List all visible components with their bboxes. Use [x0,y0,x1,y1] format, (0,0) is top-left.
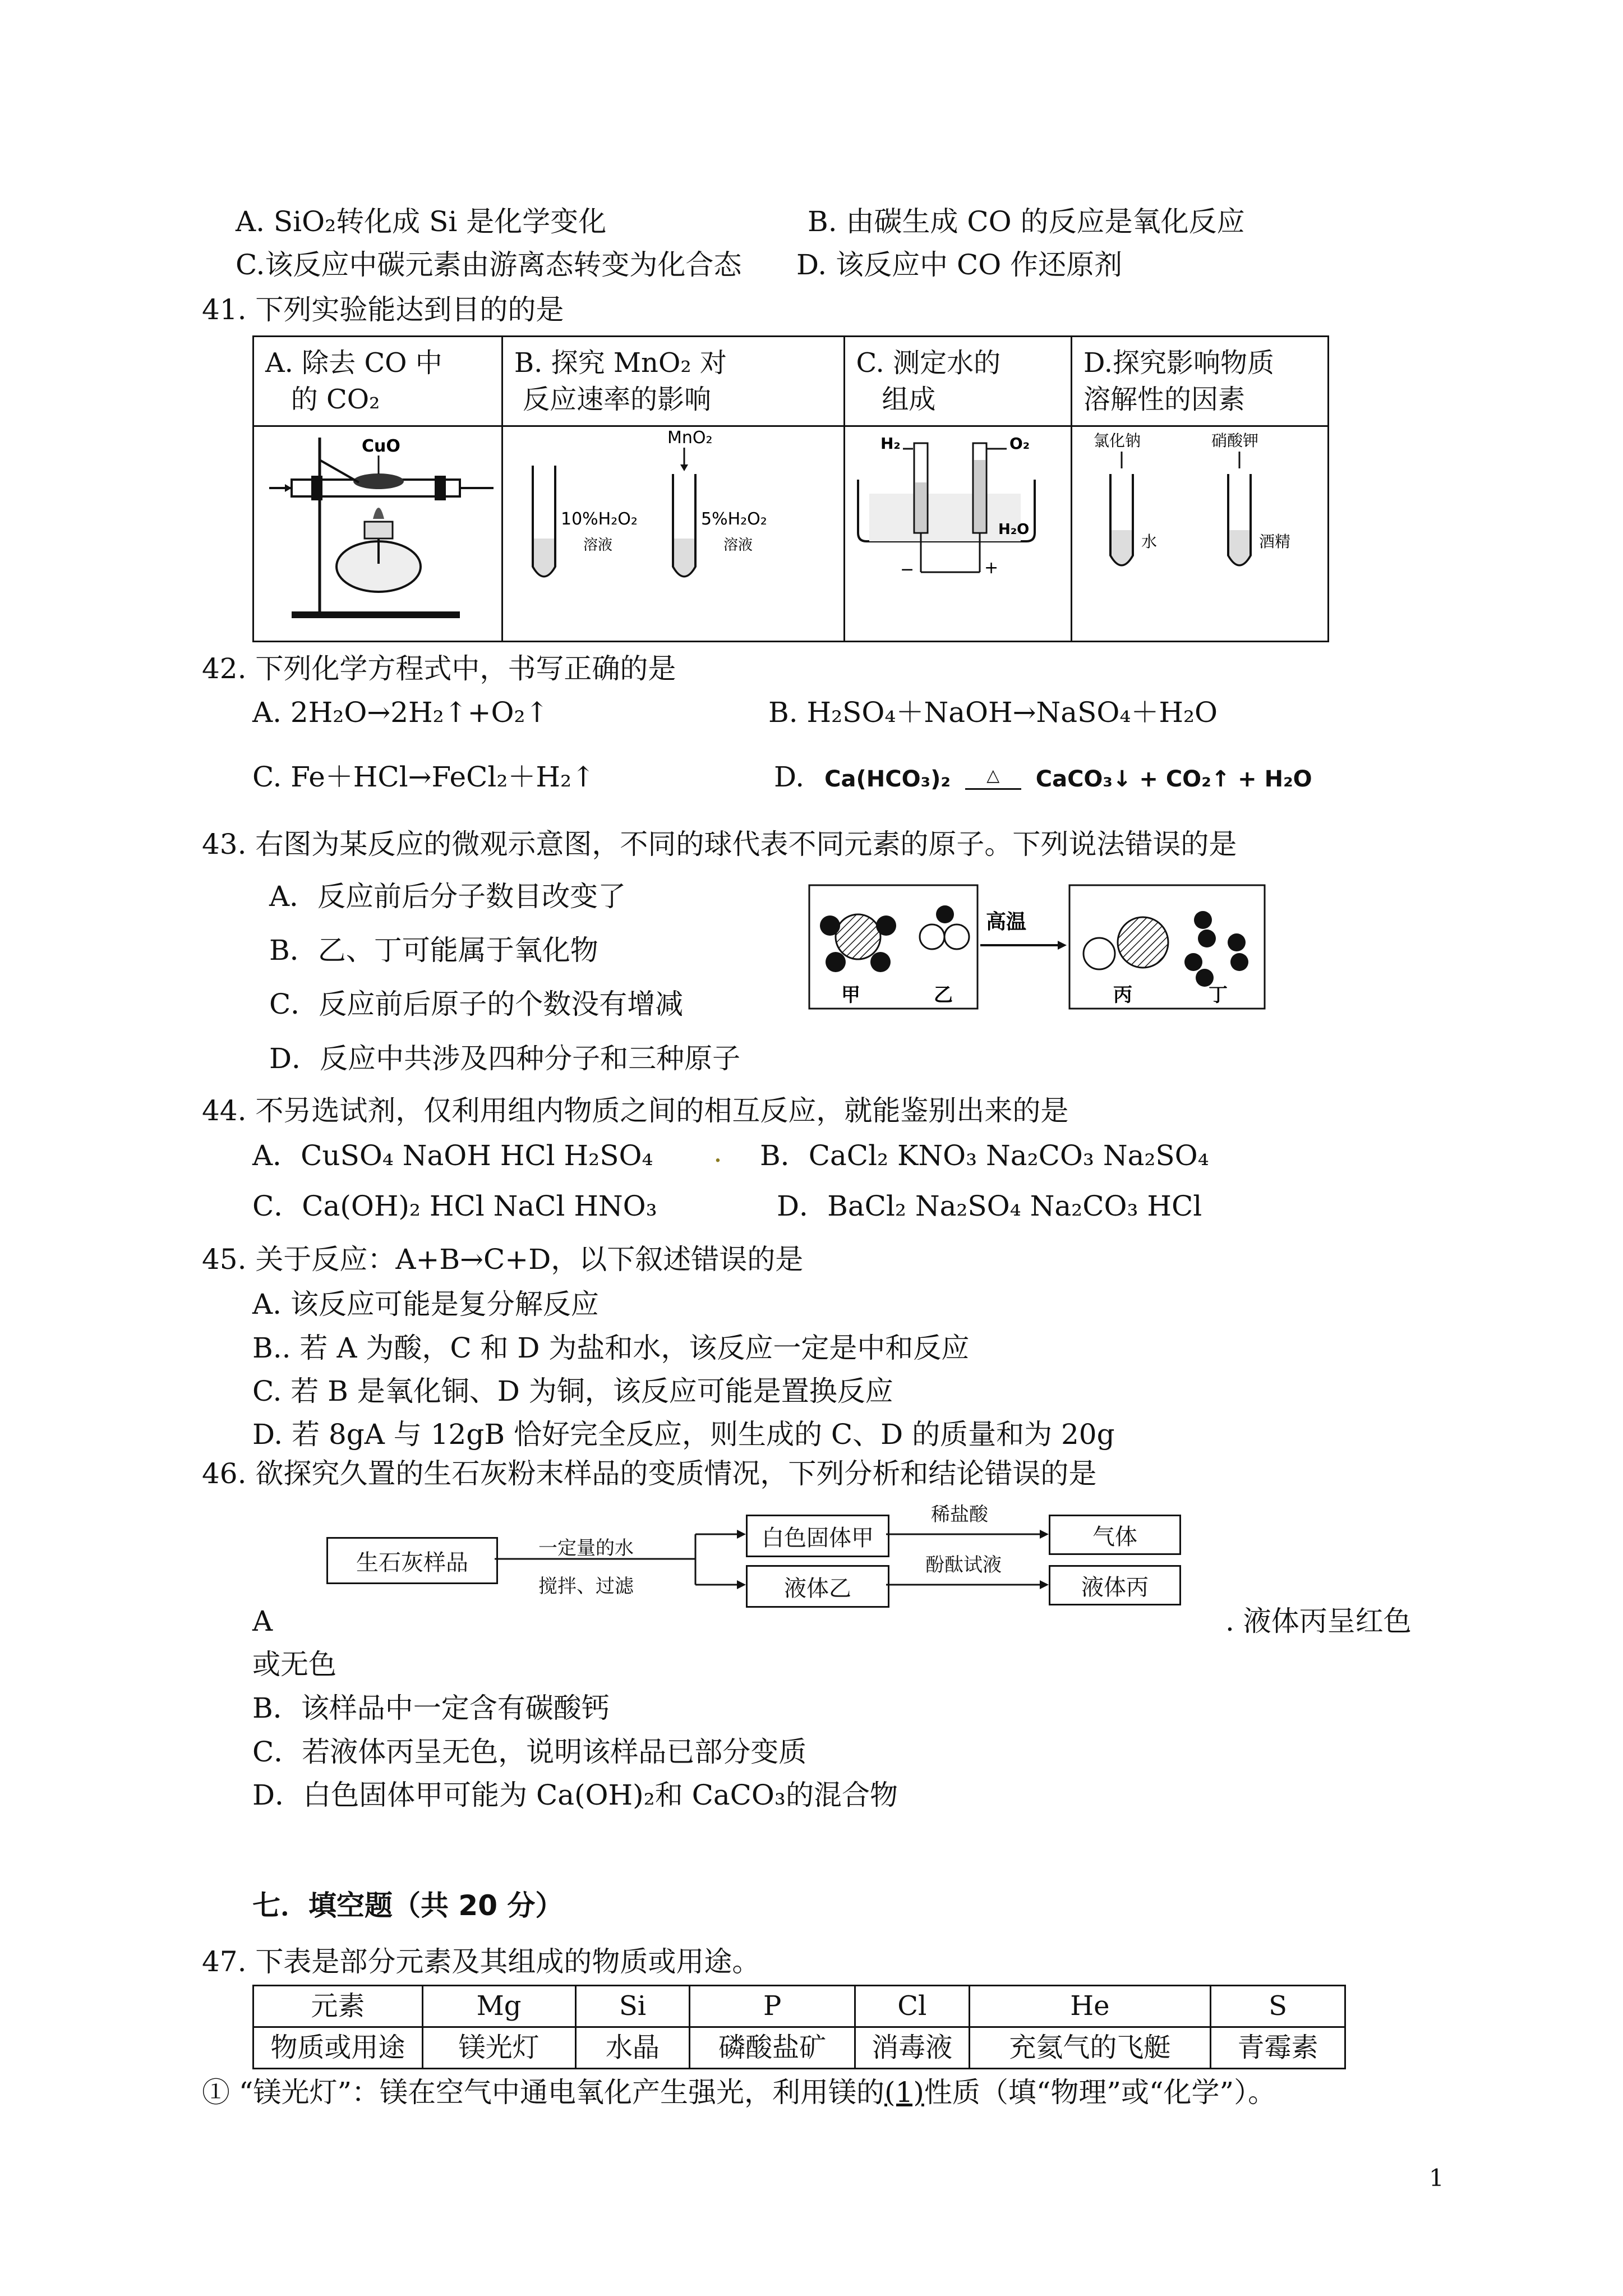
q44-option-d: D．BaCl₂ Na₂SO₄ Na₂CO₃ HCl [777,1190,1202,1222]
q40-option-c: C.该反应中碳元素由游离态转变为化合态 [236,249,742,281]
q45-option-b: B.. 若 A 为酸，C 和 D 为盐和水，该反应一定是中和反应 [252,1332,970,1364]
high-temp-label: 高温 [986,910,1027,933]
q43-option-c: C．反应前后原子的个数没有增减 [269,988,684,1020]
q45-stem: 45. 关于反应：A+B→C+D，以下叙述错误的是 [202,1243,804,1276]
solubility-tubes-figure [1082,426,1324,595]
q45-option-a: A. 该反应可能是复分解反应 [252,1288,599,1320]
o2-label: O₂ [1009,434,1030,453]
reaction-micro-diagram [808,884,1267,1013]
q40-option-b: B. 由碳生成 CO 的反应是氧化反应 [808,205,1245,238]
q44-stray-dot: . [713,1136,722,1168]
q41-stem: 41. 下列实验能达到目的的是 [202,293,564,326]
solution-label-2: 溶液 [723,537,753,554]
q42-option-c: C. Fe＋HCl→FeCl₂＋H₂↑ [252,761,595,793]
plus-label: + [984,558,999,578]
mno2-label: MnO₂ [667,428,713,448]
jia-label: 甲 [841,984,860,1006]
q46-option-a-suffix: . 液体丙呈红色 [1225,1605,1412,1637]
flow-hcl-label: 稀盐酸 [931,1503,988,1526]
q46-option-c: C．若液体丙呈无色，说明该样品已部分变质 [252,1736,807,1768]
bing-label: 丙 [1113,984,1132,1006]
q47-stem: 47. 下表是部分元素及其组成的物质或用途。 [202,1945,760,1978]
q47-blank-1[interactable]: (1) [884,2076,924,2109]
section-7-title: 七．填空题（共 20 分） [252,1889,564,1922]
flow-water-label: 一定量的水 [538,1537,634,1559]
kno3-label: 硝酸钾 [1211,431,1259,450]
q44-option-a: A．CuSO₄ NaOH HCl H₂SO₄ [252,1139,653,1172]
q42-option-b: B. H₂SO₄＋NaOH→NaSO₄＋H₂O [768,696,1218,729]
h2-label: H₂ [880,434,901,453]
alcohol-label: 酒精 [1259,532,1291,551]
solution-label-1: 溶液 [583,537,613,554]
q43-option-d: D．反应中共涉及四种分子和三种原子 [269,1042,741,1075]
q42-option-a: A. 2H₂O→2H₂↑+O₂↑ [252,696,549,729]
q44-option-c: C．Ca(OH)₂ HCl NaCl HNO₃ [252,1190,657,1222]
q44-option-b: B．CaCl₂ KNO₃ Na₂CO₃ Na₂SO₄ [760,1139,1209,1172]
mno2-test-tubes-figure [522,426,836,634]
q45-option-c: C. 若 B 是氧化铜、D 为铜，该反应可能是置换反应 [252,1375,893,1407]
water-h2o-label: H₂O [998,521,1030,538]
q43-option-b: B．乙、丁可能属于氧化物 [269,934,598,967]
q43-option-a: A．反应前后分子数目改变了 [269,880,626,913]
q43-stem: 43. 右图为某反应的微观示意图，不同的球代表不同元素的原子。下列说法错误的是 [202,828,1237,861]
yi-label: 乙 [934,984,953,1006]
q45-option-d: D. 若 8gA 与 12gB 恰好完全反应，则生成的 C、D 的质量和为 20g [252,1418,1115,1451]
cuo-label: CuO [362,436,400,456]
flow-sample-box: 生石灰样品 [326,1537,498,1584]
q47-table [252,1985,1346,2069]
flow-liquid-yi-box: 液体乙 [746,1565,889,1608]
flow-liquid-bing-box: 液体丙 [1049,1565,1181,1605]
q41-header-d: D.探究影响物质 溶解性的因素 [1071,337,1328,426]
q46-option-a-cont: 或无色 [252,1648,336,1681]
q47-row-uses: 物质或用途 镁光灯 水晶 磷酸盐矿 消毒液 充氦气的飞艇 青霉素 [253,2027,1345,2069]
h2o2-5-label: 5%H₂O₂ [701,509,767,529]
q42-d-heat-arrow: △ [960,766,1027,786]
q42-stem: 42. 下列化学方程式中，书写正确的是 [202,652,676,685]
water-label: 水 [1141,532,1158,551]
electrolysis-figure [847,426,1054,595]
cuo-apparatus-figure [258,426,505,634]
flow-gas-box: 气体 [1049,1515,1181,1555]
q46-stem: 46. 欲探究久置的生石灰粉末样品的变质情况，下列分析和结论错误的是 [202,1457,1097,1490]
q40-option-a: A. SiO₂转化成 Si 是化学变化 [236,205,607,238]
q41-header-a: A. 除去 CO 中 的 CO₂ [253,337,502,426]
q47-item-1: ① “镁光灯”：镁在空气中通电氧化产生强光，利用镁的(1)性质（填“物理”或“化学”）。 [202,2076,1276,2109]
q41-header-b: B. 探究 MnO₂ 对 反应速率的影响 [502,337,844,426]
flow-white-solid-box: 白色固体甲 [746,1515,889,1557]
q41-header-c: C. 测定水的 组成 [844,337,1071,426]
q44-stem: 44. 不另选试剂，仅利用组内物质之间的相互反应，就能鉴别出来的是 [202,1094,1069,1127]
q42-option-d: D. Ca(HCO₃)₂ △ CaCO₃↓ + CO₂↑ + H₂O [774,761,1312,793]
page-number: 1 [1429,2164,1444,2192]
minus-label: − [900,560,915,579]
q40-option-d: D. 该反应中 CO 作还原剂 [796,249,1123,281]
q46-option-d: D．白色固体甲可能为 Ca(OH)₂和 CaCO₃的混合物 [252,1779,898,1811]
q46-option-a-prefix: A [252,1605,273,1637]
q47-row-elements: 元素 Mg Si P Cl He S [253,1986,1345,2027]
ding-label: 丁 [1209,984,1228,1006]
flow-phenolphthalein-label: 酚酞试液 [925,1554,1002,1576]
nacl-label: 氯化钠 [1094,431,1141,450]
q46-option-b: B．该样品中一定含有碳酸钙 [252,1692,610,1724]
q42-d-products: CaCO₃↓ + CO₂↑ + H₂O [1035,766,1312,792]
q42-d-reactant: Ca(HCO₃)₂ [824,766,951,792]
flow-stir-filter-label: 搅拌、过滤 [538,1575,634,1598]
h2o2-10-label: 10%H₂O₂ [561,509,638,529]
